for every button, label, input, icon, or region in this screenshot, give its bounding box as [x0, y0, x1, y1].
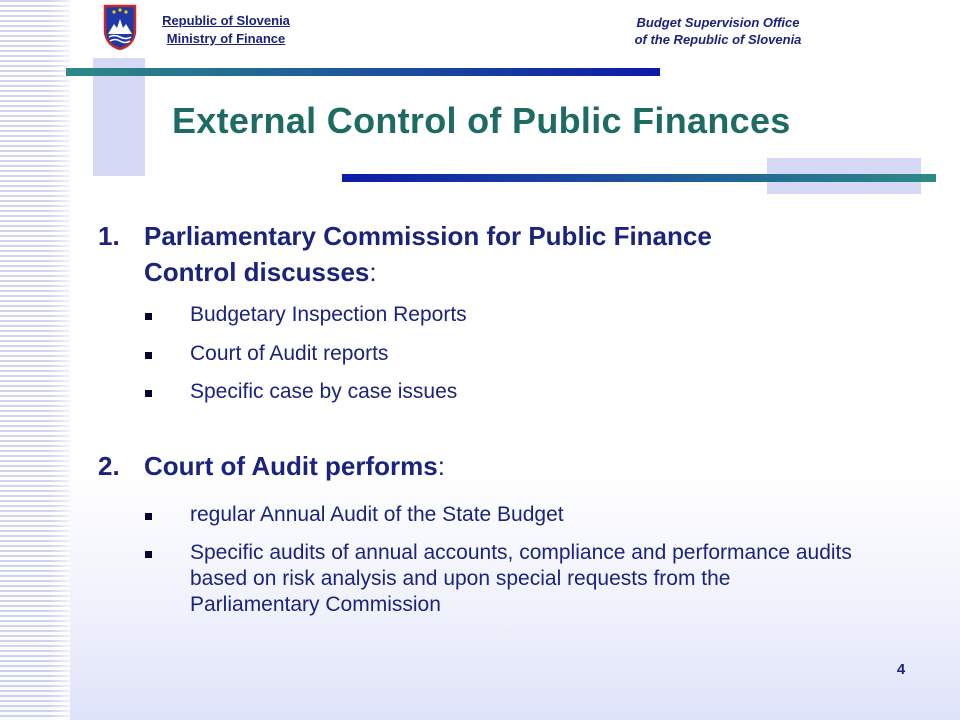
list-item: [145, 502, 905, 528]
slide-title: External Control of Public Finances: [172, 100, 791, 141]
list-item-text: regular Annual Audit of the State Budget: [190, 503, 564, 526]
slovenia-coat-of-arms-icon: [103, 4, 137, 50]
square-bullet-icon: [145, 551, 152, 558]
list-item: [145, 379, 905, 405]
numbered-item-1: [98, 218, 868, 290]
item-heading-line2: Control discusses: [144, 257, 370, 287]
list-item: [145, 302, 905, 328]
numbered-item-2: [98, 448, 868, 484]
decor-bar-top: [66, 68, 660, 76]
item-heading-text: Court of Audit performs: [144, 451, 438, 481]
item-heading: [144, 218, 868, 290]
item-heading-line1: Parliamentary Commission for Public Finance: [144, 221, 712, 251]
item-number: 2.: [98, 451, 120, 481]
list-item: [145, 540, 865, 618]
list-item-text: Budgetary Inspection Reports: [190, 303, 467, 326]
org-right-line1: Budget Supervision Office: [636, 15, 800, 30]
org-right-label: [612, 14, 824, 48]
square-bullet-icon: [145, 352, 152, 359]
square-bullet-icon: [145, 390, 152, 397]
org-left-line2: Ministry of Finance: [166, 31, 286, 46]
list-item: [145, 341, 905, 367]
org-left-line1: Republic of Slovenia: [162, 13, 290, 28]
list-item-text: Court of Audit reports: [190, 342, 389, 365]
decor-bar-bottom: [342, 174, 936, 182]
org-right-line2: of the Republic of Slovenia: [634, 32, 802, 47]
square-bullet-icon: [145, 513, 152, 520]
list-item-text: Specific case by case issues: [190, 380, 458, 403]
page-number: 4: [896, 661, 906, 678]
item-heading-colon: :: [369, 257, 377, 287]
org-left-label: [146, 12, 306, 48]
item-number: 1.: [98, 221, 120, 251]
square-bullet-icon: [145, 313, 152, 320]
left-stripes-fade: [0, 0, 70, 720]
item-heading: [144, 448, 868, 484]
list-item-text: Specific audits of annual accounts, compliance and performance audits based on risk analysis and upon special requests from the Parliamentary Commission: [190, 541, 852, 616]
item-heading-colon: :: [437, 451, 445, 481]
